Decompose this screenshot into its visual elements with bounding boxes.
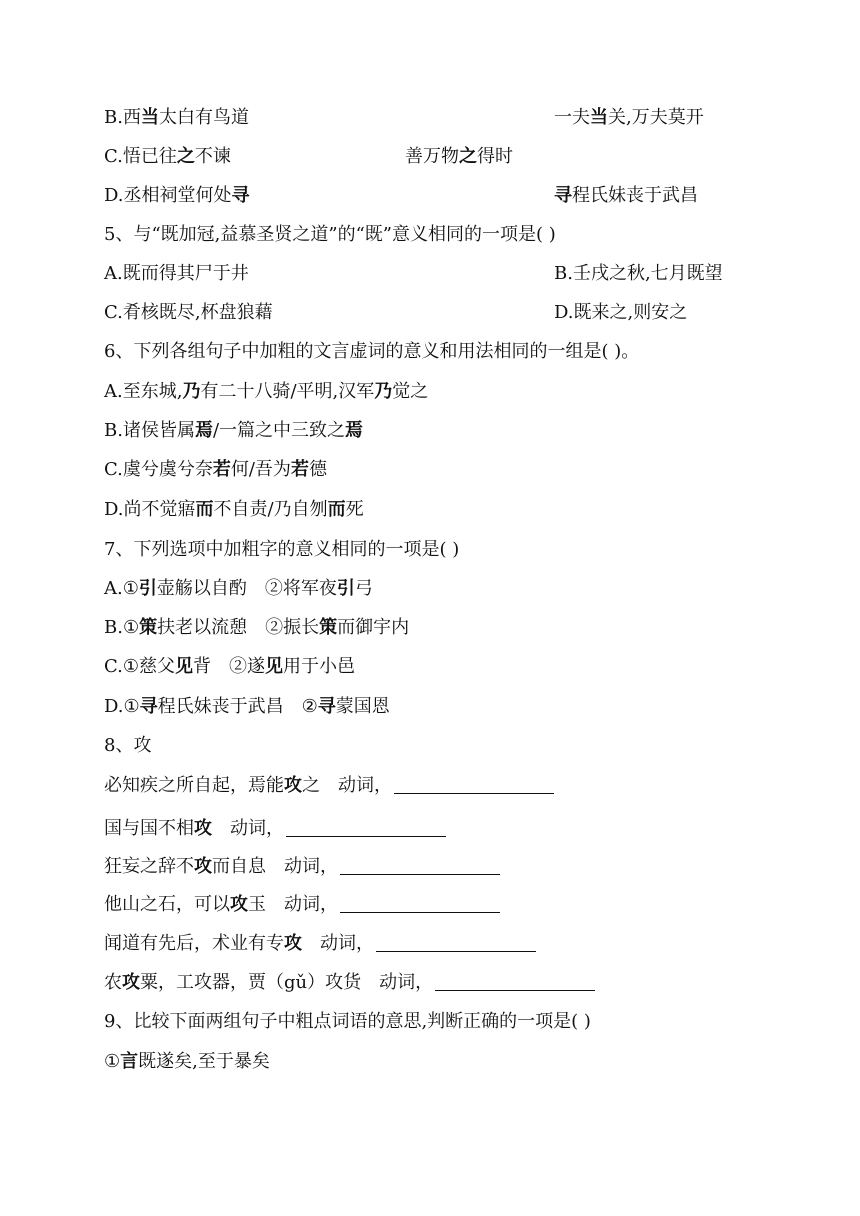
q7-stem: 7、下列选项中加粗字的意义相同的一项是( ): [104, 539, 460, 560]
q8-item: 闻道有先后，术业有专攻 动词，: [104, 932, 536, 956]
q8-item: 他山之石，可以攻玉 动词，: [104, 893, 500, 917]
q8-item: 农攻粟，工攻器，贾（gǔ）攻货 动词，: [104, 971, 595, 995]
q5-stem: 5、与“既加冠,益慕圣贤之道”的“既”意义相同的一项是( ): [104, 224, 556, 245]
q6-option-d: D.尚不觉寤而不自责/乃自刎而死: [104, 499, 364, 520]
q5-option-d: D.既来之,则安之: [554, 302, 688, 323]
q8-item: 必知疾之所自起，焉能攻之 动词，: [104, 774, 554, 798]
answer-blank[interactable]: [286, 818, 446, 837]
q9-stem: 9、比较下面两组句子中粗点词语的意思,判断正确的一项是( ): [104, 1011, 591, 1032]
q5-option-a: A.既而得其尸于井: [104, 263, 249, 284]
q5-option-b: B.壬戌之秋,七月既望: [554, 263, 723, 284]
answer-blank[interactable]: [435, 972, 595, 991]
q9-item-1: ①言既遂矣,至于暴矣: [104, 1051, 270, 1072]
q4-option-d-left: D.丞相祠堂何处寻: [104, 185, 250, 206]
q7-option-c: C.①慈父见背 ②遂见用于小邑: [104, 656, 355, 677]
q6-option-a: A.至东城,乃有二十八骑/平明,汉军乃觉之: [104, 381, 429, 402]
answer-blank[interactable]: [340, 856, 500, 875]
q8-stem: 8、攻: [104, 735, 152, 756]
q8-item: 狂妄之辞不攻而自息 动词，: [104, 855, 500, 879]
q6-option-b: B.诸侯皆属焉/一篇之中三致之焉: [104, 420, 364, 441]
q4-option-d-right: 寻程氏妹丧于武昌: [554, 185, 698, 206]
q6-stem: 6、下列各组句子中加粗的文言虚词的意义和用法相同的一组是( )。: [104, 341, 640, 362]
q4-option-c-right: 善万物之得时: [405, 146, 513, 167]
answer-blank[interactable]: [340, 894, 500, 913]
q7-option-b: B.①策扶老以流憩 ②振长策而御宇内: [104, 617, 410, 638]
q7-option-d: D.①寻程氏妹丧于武昌 ②寻蒙国恩: [104, 696, 390, 717]
answer-blank[interactable]: [376, 933, 536, 952]
q4-option-c-left: C.悟已往之不谏: [104, 146, 231, 167]
q6-option-c: C.虞兮虞兮奈若何/吾为若德: [104, 459, 327, 480]
q4-option-b-right: 一夫当关,万夫莫开: [554, 107, 704, 128]
q8-item: 国与国不相攻 动词，: [104, 817, 446, 841]
q7-option-a: A.①引壶觞以自酌 ②将军夜引弓: [104, 578, 373, 599]
q5-option-c: C.肴核既尽,杯盘狼藉: [104, 302, 273, 323]
answer-blank[interactable]: [394, 775, 554, 794]
q4-option-b-left: B.西当太白有鸟道: [104, 107, 249, 128]
